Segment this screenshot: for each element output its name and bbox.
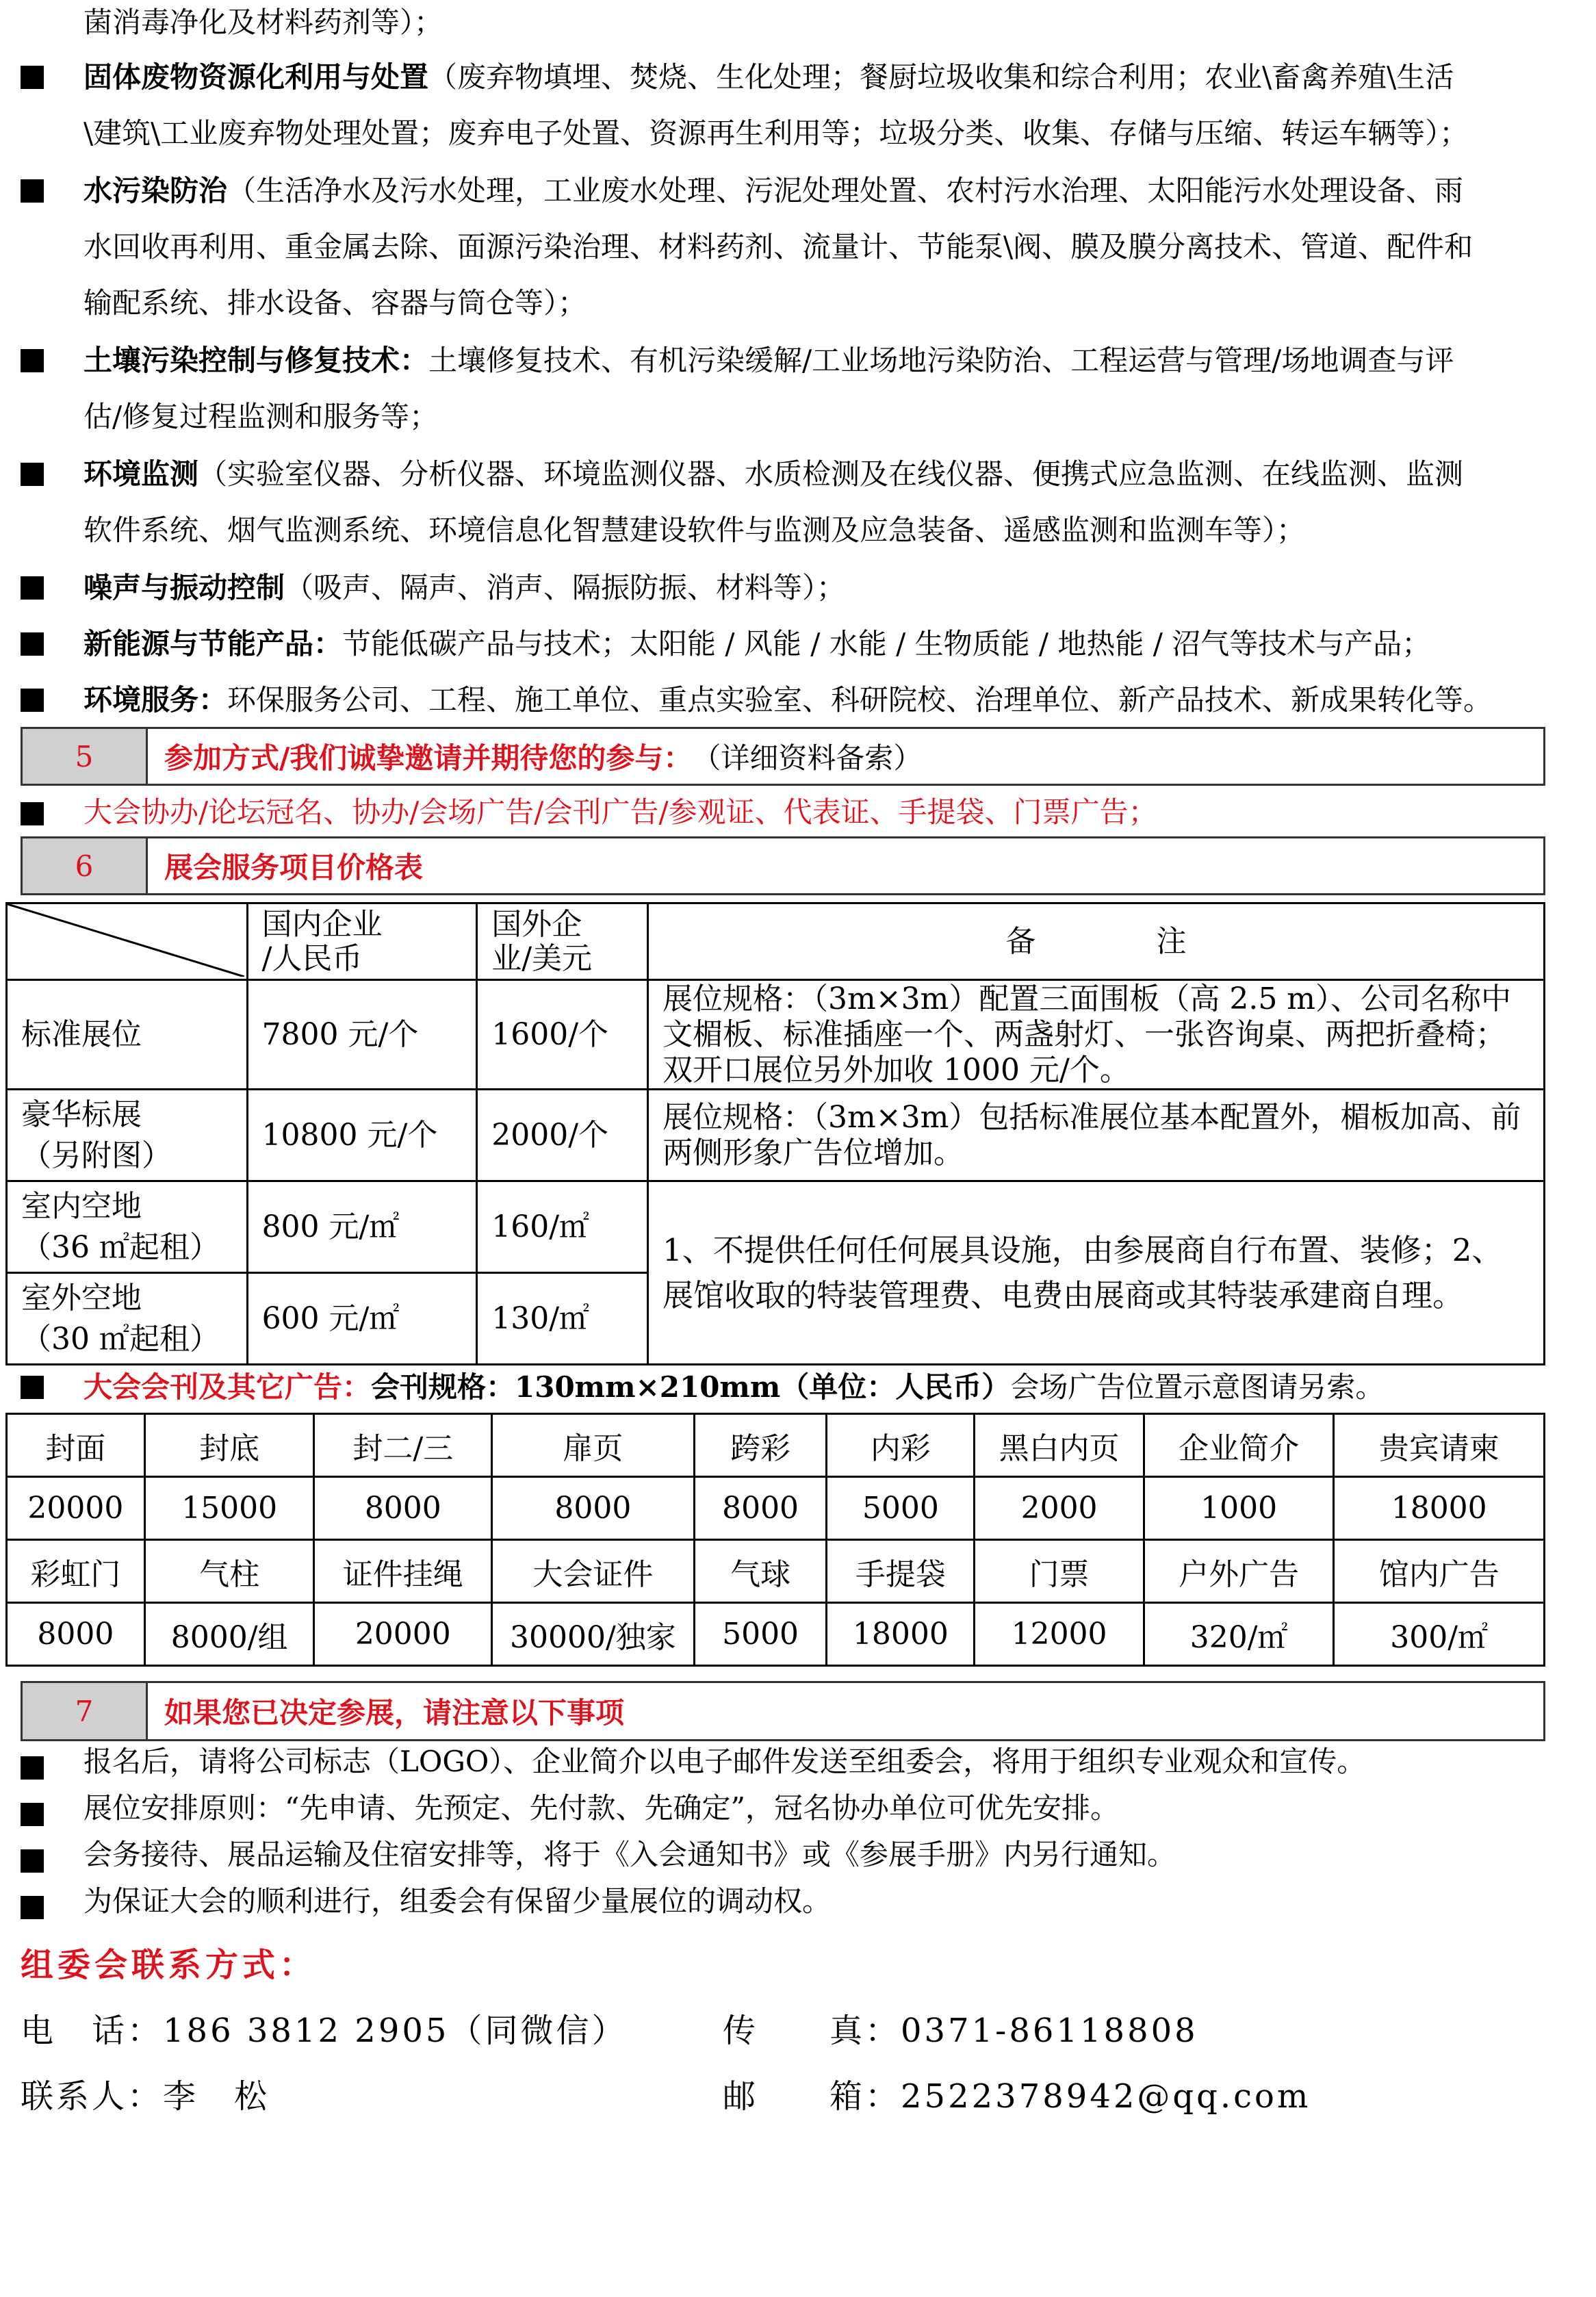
section-header-7 [21,1681,1545,1741]
email-value[interactable]: 2522378942@qq.com [901,2077,1311,2116]
row-note: 1、不提供任何任何展具设施，由参展商自行布置、装修；2、展馆收取的特装管理费、电费由展商或其特装承建商自理。 [648,1181,1545,1365]
ad-item: 气柱 [144,1540,314,1603]
ad-price: 5000 [827,1477,975,1540]
ad-bullet-line [83,1359,1384,1415]
ad-bullet-title: 大会会刊及其它广告： [83,1370,372,1404]
top-line: 菌消毒净化及材料药剂等）； [83,5,443,39]
ad-price: 18000 [1334,1477,1545,1540]
ad-item: 贵宾请柬 [1334,1414,1545,1477]
ad-price: 300/㎡ [1334,1603,1545,1666]
ad-price-table [5,1413,1545,1667]
section-number: 7 [23,1683,148,1739]
table-row [7,1181,1545,1273]
section-title-text: 参加方式/我们诚挚邀请并期待您的参与： [164,741,693,775]
bullet-title: 土壤污染控制与修复技术： [83,344,429,377]
bullet-square-icon [21,1803,44,1826]
ad-row-prices-1 [7,1477,1545,1540]
contact-fax-row [723,2003,1198,2059]
ad-price: 5000 [694,1603,827,1666]
ad-item: 馆内广告 [1334,1540,1545,1603]
ad-item: 企业简介 [1144,1414,1334,1477]
ad-bullet-spec: 会刊规格：130mm×210mm（单位：人民币） [371,1370,1011,1404]
fax-label: 传 真： [723,2012,901,2050]
ad-item: 跨彩 [694,1414,827,1477]
ad-item: 黑白内页 [975,1414,1144,1477]
bullet-text: 环保服务公司、工程、施工单位、重点实验室、科研院校、治理单位、新产品技术、新成果转化等。 [227,683,1493,717]
ad-row-items-1 [7,1414,1545,1477]
bullet-square-icon [21,576,44,600]
ad-item: 大会证件 [492,1540,695,1603]
ad-price: 20000 [7,1477,145,1540]
ad-price: 20000 [314,1603,492,1666]
ad-price: 12000 [975,1603,1144,1666]
price-table [5,902,1545,1365]
bullet-text: 估/修复过程监测和服务等； [83,400,439,433]
row-price-cn: 7800 元/个 [247,980,477,1090]
bullet-square-icon [21,1849,44,1873]
person-value: 李 松 [163,2077,270,2116]
contact-person-row [21,2068,270,2125]
ad-item: 封面 [7,1414,145,1477]
note-item: 报名后，请将公司标志（LOGO）、企业简介以电子邮件发送至组委会，将用于组织专业观众和宣传。 [83,1745,1366,1778]
bullet-line [83,49,1454,105]
bullet-square-icon [21,1896,44,1919]
contact-email-row [723,2068,1311,2125]
row-price-en: 130/㎡ [477,1273,648,1365]
bullet-title: 新能源与节能产品： [83,627,343,660]
bullet-text: \建筑\工业废弃物处理处置；废弃电子处置、资源再生利用等；垃圾分类、收集、存储与压缩、转运车辆等）； [83,116,1469,150]
bullet-text: 软件系统、烟气监测系统、环境信息化智慧建设软件与监测及应急装备、遥感监测和监测车等）； [83,513,1306,547]
ad-price: 8000 [314,1477,492,1540]
section-title-note: （详细资料备索） [692,741,923,775]
note-item: 为保证大会的顺利进行，组委会有保留少量展位的调动权。 [83,1884,832,1918]
bullet-line [83,616,1430,672]
ad-item: 封底 [144,1414,314,1477]
bullet-square-icon [21,802,44,825]
contact-title: 组委会联系方式： [21,1946,317,1984]
ad-item: 内彩 [827,1414,975,1477]
bullet-line [83,672,1492,728]
bullet-square-icon [21,1376,44,1399]
diagonal-header-cell [7,903,248,980]
ad-item: 扉页 [492,1414,695,1477]
bullet-square-icon [21,463,44,486]
header-domestic: 国内企业 /人民币 [247,903,477,980]
ad-item: 门票 [975,1540,1144,1603]
ad-price: 8000 [694,1477,827,1540]
bullet-line [83,560,845,616]
bullet-title: 固体废物资源化利用与处置 [83,60,429,94]
ad-price: 8000 [7,1603,145,1666]
section-title: 如果您已决定参展，请注意以下事项 [164,1696,625,1730]
row-name: 室外空地 （30 ㎡起租） [7,1273,248,1365]
header-remarks: 备 注 [648,903,1545,980]
row-price-en: 2000/个 [477,1090,648,1181]
row-name: 豪华标展 （另附图） [7,1090,248,1181]
ad-price: 15000 [144,1477,314,1540]
ad-price: 8000 [492,1477,695,1540]
ad-price: 2000 [975,1477,1144,1540]
bullet-text: 土壤修复技术、有机污染缓解/工业场地污染防治、工程运营与管理/场地调查与评 [428,344,1454,377]
bullet-square-icon [21,179,44,203]
bullet-text: （实验室仪器、分析仪器、环境监测仪器、水质检测及在线仪器、便携式应急监测、在线监测、监测 [198,457,1464,491]
bullet-square-icon [21,66,44,89]
row-price-cn: 800 元/㎡ [247,1181,477,1273]
contact-phone-row [21,2003,627,2059]
row-note: 展位规格：（3m×3m）包括标准展位基本配置外，楣板加高、前两侧形象广告位增加。 [648,1090,1545,1181]
bullet-text: 输配系统、排水设备、容器与筒仓等）； [83,286,587,320]
bullet-title: 环境服务： [83,683,228,717]
table-row [7,980,1545,1090]
ad-item: 气球 [694,1540,827,1603]
row-name: 室内空地 （36 ㎡起租） [7,1181,248,1273]
row-price-en: 1600/个 [477,980,648,1090]
bullet-square-icon [21,689,44,712]
section-header-5 [21,727,1545,786]
section-header-6 [21,836,1545,895]
ad-item: 彩虹门 [7,1540,145,1603]
ad-row-prices-2 [7,1603,1545,1666]
bullet-square-icon [21,1756,44,1780]
diagonal-line [8,904,244,977]
section-title: 展会服务项目价格表 [164,851,424,884]
ad-price: 1000 [1144,1477,1334,1540]
bullet-text: （废弃物填埋、焚烧、生化处理；餐厨垃圾收集和综合利用；农业\畜禽养殖\生活 [428,60,1454,94]
table-row [7,1090,1545,1181]
ad-item: 户外广告 [1144,1540,1334,1603]
bullet-title: 水污染防治 [83,174,228,207]
ad-price: 8000/组 [144,1603,314,1666]
row-price-en: 160/㎡ [477,1181,648,1273]
email-label: 邮 箱： [723,2077,901,2116]
bullet-line [83,163,1463,219]
table-header-row [7,903,1545,980]
ad-item: 封二/三 [314,1414,492,1477]
bullet-line [83,333,1454,389]
fax-value: 0371-86118808 [901,2012,1198,2050]
header-foreign: 国外企 业/美元 [477,903,648,980]
section-number: 6 [23,838,148,893]
sec5-bullet-text: 大会协办/论坛冠名、协办/会场广告/会刊广告/参观证、代表证、手提袋、门票广告； [83,795,1157,829]
bullet-text: （吸声、隔声、消声、隔振防振、材料等）； [285,571,846,604]
row-note: 展位规格：（3m×3m）配置三面围板（高 2.5 m）、公司名称中文楣板、标准插座一个、两盏射灯、一张咨询桌、两把折叠椅；双开口展位另外加收 1000 元/个。 [648,980,1545,1090]
bullet-title: 环境监测 [83,457,199,491]
ad-price: 30000/独家 [492,1603,695,1666]
section-number: 5 [23,729,148,784]
row-price-cn: 600 元/㎡ [247,1273,477,1365]
ad-item: 手提袋 [827,1540,975,1603]
person-label: 联系人： [21,2077,164,2116]
ad-price: 18000 [827,1603,975,1666]
section-title [148,729,922,784]
note-item: 展位安排原则：“先申请、先预定、先付款、先确定”，冠名协办单位可优先安排。 [83,1791,1119,1825]
bullet-text: 水回收再利用、重金属去除、面源污染治理、材料药剂、流量计、节能泵\阀、膜及膜分离技术、管道、配件和 [83,230,1473,264]
ad-item: 证件挂绳 [314,1540,492,1603]
row-price-cn: 10800 元/个 [247,1090,477,1181]
phone-label: 电 话： [21,2012,164,2050]
bullet-square-icon [21,349,44,372]
phone-value: 186 3812 2905（同微信） [163,2012,628,2050]
bullet-line [83,446,1463,502]
ad-bullet-note: 会场广告位置示意图请另索。 [1010,1370,1385,1404]
bullet-title: 噪声与振动控制 [83,571,285,604]
bullet-text: 节能低碳产品与技术；太阳能 / 风能 / 水能 / 生物质能 / 地热能 / 沼气等技术与产品； [342,627,1431,660]
bullet-text: （生活净水及污水处理，工业废水处理、污泥处理处置、农村污水治理、太阳能污水处理设备、雨 [227,174,1464,207]
row-name: 标准展位 [7,980,248,1090]
bullet-square-icon [21,632,44,656]
ad-price: 320/㎡ [1144,1603,1334,1666]
ad-row-items-2 [7,1540,1545,1603]
note-item: 会务接待、展品运输及住宿安排等，将于《入会通知书》或《参展手册》内另行通知。 [83,1838,1176,1871]
